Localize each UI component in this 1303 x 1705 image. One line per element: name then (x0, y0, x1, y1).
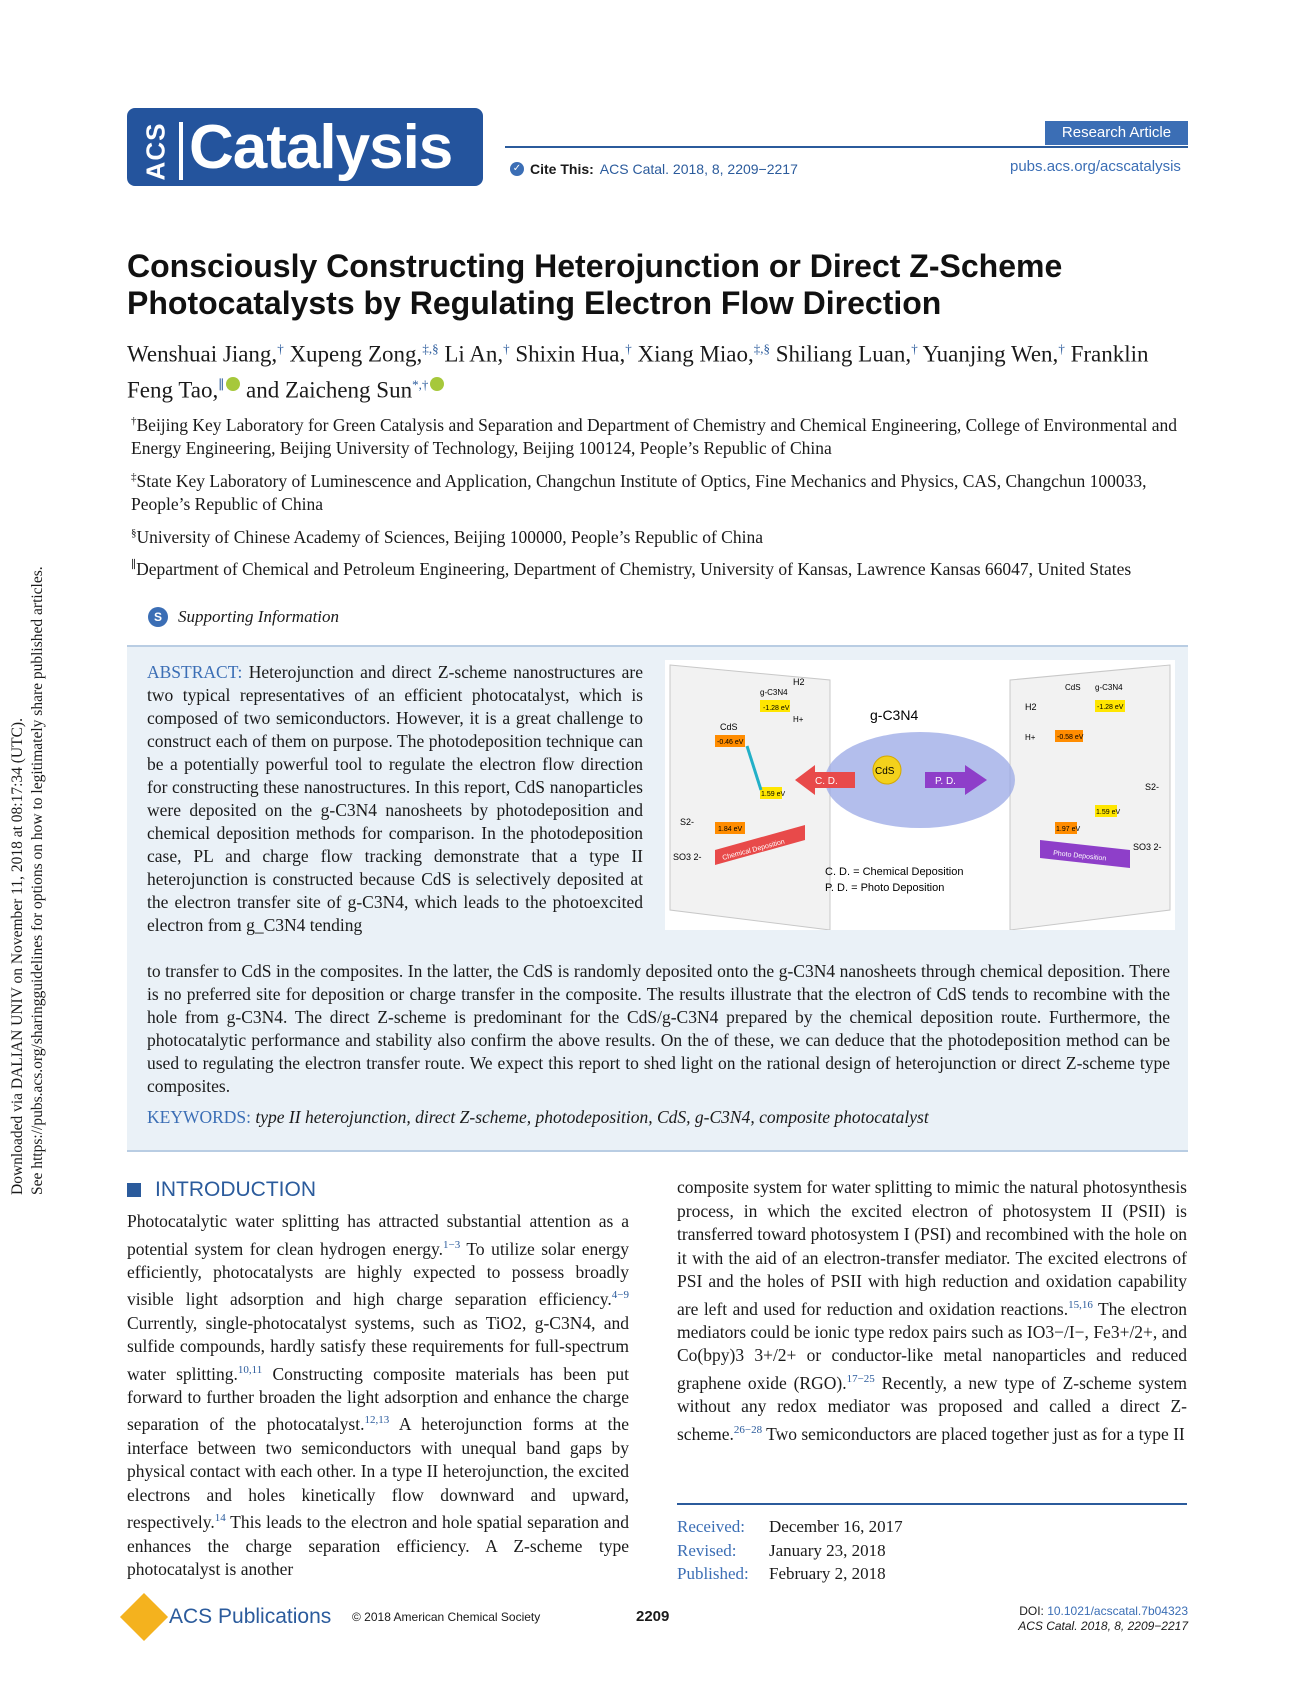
paragraph-text: This leads to the electron and hole spatial separation and enhances the charge separation efficiency. A Z-scheme type photocatalyst is another (127, 1512, 629, 1580)
dates-rule (677, 1503, 1187, 1505)
supporting-info-label: Supporting Information (178, 607, 340, 626)
author-affil-mark: † (503, 341, 510, 356)
doi-link[interactable]: 10.1021/acscatal.7b04323 (1047, 1604, 1188, 1618)
right-e4: 1.97 eV (1056, 826, 1081, 833)
cite-value[interactable]: ACS Catal. 2018, 8, 2209−2217 (599, 161, 798, 177)
check-icon: ✓ (510, 162, 524, 176)
cds-particle-label: CdS (875, 766, 895, 777)
paragraph-text: To utilize solar energy efficiently, photocatalysts are highly expected to possess broadly visible light adsorption and high charge separation efficiency. (127, 1238, 630, 1310)
affiliation-mark: † (131, 415, 137, 427)
keywords-label: KEYWORDS: (147, 1107, 252, 1127)
article-type-badge: Research Article (1045, 121, 1188, 145)
author-name[interactable]: Xupeng Zong, (289, 341, 423, 367)
publisher-name: ACS Publications (169, 1605, 332, 1628)
left-e1: -1.28 eV (763, 705, 790, 712)
received-date: December 16, 2017 (769, 1517, 903, 1536)
left-gcn-label: g-C3N4 (760, 688, 788, 697)
paragraph-text: Currently, single-photocatalyst systems, such as TiO2, g-C3N4, and sulfide compounds, hardly satisfy these requirements for full-spectrum water splitting. (127, 1312, 629, 1384)
author-affil-mark: *,† (412, 376, 429, 392)
left-so3: SO3 2- (673, 852, 702, 862)
right-gcn-label: g-C3N4 (1095, 683, 1123, 692)
left-panel (670, 665, 830, 930)
affiliation (127, 410, 1187, 460)
paragraph-text: Photocatalytic water splitting has attracted substantial attention as a potential system for clean hydrogen energy. (127, 1211, 629, 1259)
paragraph-text: Constructing composite materials has been put forward to further broaden the light adsorption and enhance the charge separation of the photocatalyst. (127, 1363, 629, 1435)
intro-heading (127, 1178, 316, 1202)
history-dates (677, 1515, 903, 1586)
author-name[interactable]: Wenshuai Jiang, (127, 341, 278, 367)
author-name[interactable]: Shixin Hua, (515, 341, 626, 367)
section-square-icon (127, 1183, 141, 1197)
right-e3: 1.59 eV (1096, 809, 1121, 816)
citation-ref[interactable]: 1−3 (443, 1238, 461, 1251)
author-name[interactable]: Li An, (444, 341, 504, 367)
paragraph-text: The electron mediators could be ionic type redox pairs such as IO3−/I−, Fe3+/2+, and Co(bpy)3 3+/2+ or conductor-like metal nanoparticles and reduced graphene oxide (RGO). (677, 1298, 1187, 1393)
author-affil-mark: † (277, 341, 284, 356)
author-name[interactable]: Shiliang Luan, (775, 341, 912, 367)
affiliation-text: Beijing Key Laboratory for Green Catalysis and Separation and Department of Chemistry and Chemical Engineering, College of Environmental and Energy Engineering, Beijing University of Technology, Beijing 100124, People’s Republic of China (131, 414, 1177, 458)
download-watermark (8, 515, 48, 1195)
affiliation-text: University of Chinese Academy of Sciences, Beijing 100000, People’s Republic of China (136, 526, 763, 547)
affiliation-mark: § (131, 526, 137, 539)
affiliation (127, 522, 1187, 549)
right-cds-label: CdS (1065, 683, 1081, 692)
published-date: February 2, 2018 (769, 1564, 886, 1583)
left-e4: 1.84 eV (718, 826, 743, 833)
author-name[interactable]: and Zaicheng Sun (246, 377, 413, 403)
affiliation-mark: ∥ (131, 559, 137, 572)
journal-ref: ACS Catal. 2018, 8, 2209−2217 (1018, 1619, 1188, 1633)
author-name[interactable]: Franklin Feng Tao, (127, 341, 1149, 403)
orcid-icon[interactable] (430, 377, 444, 391)
right-hplus: H+ (1025, 733, 1036, 742)
abstract-body-bottom: to transfer to CdS in the composites. In the latter, the CdS is randomly deposited onto the g-C3N4 nanosheets through chemical deposition. There is no preferred site for deposition or charge transfer in the composite. The results illustrate that the electron of CdS tends to recombine with the hole from g-C3N4. The direct Z-scheme is predominant for the CdS/g-C3N4 prepared by the chemical deposition route. Furthermore, the photocatalytic performance and stability also confirm the above results. On the of these, we can deduce that the photodeposition method can be used to regulating the electron transfer route. We expect this report to shed light on the rational design of heterojunction or direct Z-scheme type composites. (147, 961, 1170, 1096)
author-affil-mark: † (1058, 341, 1065, 356)
logo-acs-mark: ACS (133, 114, 183, 180)
citation-ref[interactable]: 26−28 (733, 1423, 763, 1436)
watermark-line-1: Downloaded via DALIAN UNIV on November 11, 2018 at 08:17:34 (UTC). (9, 718, 26, 1195)
abstract-body-top: Heterojunction and direct Z-scheme nanostructures are two typical representatives of an efficient photocatalyst, which is composed of two semiconductors. However, it is a great challenge to construct each of them on purpose. The photodeposition technique can be a potentially powerful tool to regulate the electron flow direction for constructing these nanostructures. In this report, CdS nanoparticles were deposited on the g-C3N4 nanosheets by photodeposition and chemical deposition methods for comparison. In the photodeposition case, PL and charge flow tracking demonstrate that a type II heterojunction is constructed because CdS is selectively deposited at the electron transfer site of g-C3N4, which leads to the photoexcited electron from g_C3N4 tending (147, 662, 643, 935)
citation-ref[interactable]: 15,16 (1068, 1298, 1093, 1311)
paragraph-text: Recently, a new type of Z-scheme system without any redox mediator was proposed and called a direct Z-scheme. (677, 1372, 1187, 1444)
intro-right-column (677, 1176, 1187, 1446)
citation-ref[interactable]: 4−9 (611, 1289, 629, 1302)
supporting-info-icon: S (148, 607, 168, 627)
right-foot-label: Photo Deposition (1052, 850, 1107, 863)
journal-logo[interactable] (127, 108, 483, 186)
right-so3: SO3 2- (1133, 842, 1162, 852)
doi-label: DOI: (1019, 1604, 1044, 1618)
affiliation-text: Department of Chemical and Petroleum Engineering, Department of Chemistry, University of Kansas, Lawrence Kansas 66047, United States (136, 559, 1132, 580)
author-affil-mark: ∥ (218, 376, 225, 392)
left-e3: 1.59 eV (761, 791, 786, 798)
acs-publications-logo[interactable] (127, 1600, 331, 1634)
left-h2: H2 (793, 677, 805, 687)
acs-hexagon-icon (120, 1593, 168, 1641)
right-e1: -1.28 eV (1097, 704, 1124, 711)
orcid-icon[interactable] (226, 377, 240, 391)
legend-cd: C. D. = Chemical Deposition (825, 866, 964, 878)
paragraph-text: A heterojunction forms at the interface between two semiconductors with unequal band gaps by physical contact with each other. In a type II heterojunction, the excited electrons and holes kinetically flow downward and upward, respectively. (127, 1414, 630, 1533)
right-e2: -0.58 eV (1057, 734, 1084, 741)
abstract-text-top (147, 661, 643, 937)
citation-ref[interactable]: 10,11 (237, 1363, 263, 1376)
author-name[interactable]: Xiang Miao, (637, 341, 754, 367)
right-h2: H2 (1025, 702, 1037, 712)
logo-journal-name: Catalysis (189, 112, 453, 182)
article-title: Consciously Constructing Heterojunction or Direct Z-Scheme Photocatalysts by Regulating Electron Flow Direction (127, 248, 1063, 321)
copyright: © 2018 American Chemical Society (352, 1610, 541, 1624)
keywords-text: type II heterojunction, direct Z-scheme, photodeposition, CdS, g-C3N4, composite photocatalyst (255, 1107, 929, 1127)
keywords (147, 1107, 1167, 1128)
center-gcn-label: g-C3N4 (870, 707, 919, 723)
citation-ref[interactable]: 12,13 (364, 1414, 390, 1427)
cite-label: Cite This: (530, 161, 594, 177)
left-hplus: H+ (793, 715, 804, 724)
affiliation (127, 466, 1187, 516)
paragraph-text: Two semiconductors are placed together just as for a type II (762, 1423, 1185, 1444)
received-label: Received: (677, 1517, 745, 1536)
watermark-line-2: See https://pubs.acs.org/sharingguidelines for options on how to legitimately share published articles. (29, 566, 46, 1195)
supporting-info-link[interactable] (148, 607, 339, 627)
pd-arrow-label: P. D. (935, 776, 956, 787)
left-foot-label: Chemical Deposition (721, 838, 786, 862)
author-name[interactable]: Yuanjing Wen, (922, 341, 1059, 367)
legend-pd: P. D. = Photo Deposition (825, 882, 945, 894)
abstract-label: ABSTRACT: (147, 662, 243, 682)
right-s2: S2- (1145, 782, 1160, 792)
paragraph-text: composite system for water splitting to mimic the natural photosynthesis process, in which the excited electron of photosystem II (PSII) is transferred toward photosystem I (PSI) and recombined with the hole on it with the aid of an electron-transfer mediator. The excited electrons of PSI and the holes of PSII with high reduction and oxidation capability are left and used for reduction and oxidation reactions. (677, 1177, 1187, 1319)
citation-ref[interactable]: 17−25 (846, 1372, 875, 1385)
author-affil-mark: † (911, 341, 918, 356)
affiliation (127, 554, 1187, 581)
revised-date: January 23, 2018 (769, 1540, 886, 1560)
cite-this[interactable] (510, 161, 798, 177)
author-affil-mark: † (625, 341, 632, 356)
left-cds-label: CdS (720, 722, 738, 732)
author-affil-mark: ‡,§ (753, 341, 770, 356)
journal-url[interactable]: pubs.acs.org/acscatalysis (1010, 158, 1181, 175)
intro-heading-text: INTRODUCTION (155, 1178, 316, 1201)
affiliations (127, 410, 1187, 587)
author-list (127, 334, 1192, 405)
intro-left-column (127, 1210, 629, 1582)
affiliation-mark: ‡ (131, 470, 137, 483)
affiliation-text: State Key Laboratory of Luminescence and Application, Changchun Institute of Optics, Fine Mechanics and Physics, CAS, Changchun 100033, People’s Republic of China (131, 470, 1147, 514)
left-e2: -0.46 eV (717, 739, 744, 746)
citation-ref[interactable]: 14 (214, 1512, 226, 1525)
header-rule (505, 146, 1188, 148)
revised-label: Revised: (677, 1540, 737, 1560)
cd-arrow-label: C. D. (815, 776, 838, 787)
author-affil-mark: ‡,§ (422, 341, 439, 356)
left-s2: S2- (680, 817, 695, 827)
page-number: 2209 (636, 1608, 670, 1625)
toc-graphic (665, 660, 1175, 930)
published-label: Published: (677, 1564, 749, 1583)
doi-block (1010, 1604, 1188, 1634)
